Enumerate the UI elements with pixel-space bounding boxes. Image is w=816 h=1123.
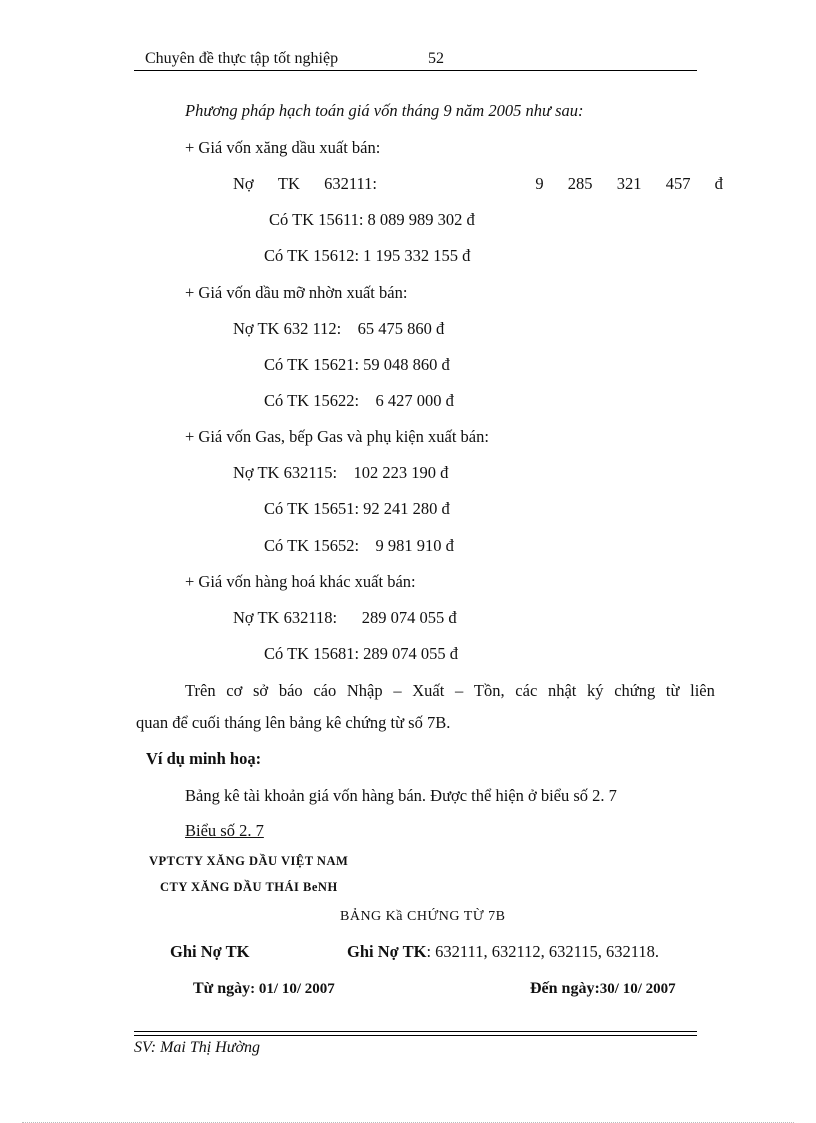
- fuel-debit-word-2: TK: [277, 174, 300, 193]
- paragraph-line-2: quan để cuối tháng lên bảng kê chứng từ số 7B.: [136, 713, 451, 732]
- ghi-no-line: [347, 942, 659, 962]
- other-debit: Nợ TK 632118: 289 074 055 đ: [233, 608, 457, 627]
- to-date: 30/ 10/ 2007: [599, 981, 676, 997]
- paragraph-word: Tồn,: [473, 681, 505, 700]
- paragraph-word: Xuất: [412, 681, 445, 700]
- page-number: 52: [428, 50, 444, 67]
- paragraph-word: ký: [587, 681, 604, 700]
- ghi-no-accounts: : 632111, 632112, 632115, 632118.: [426, 942, 659, 961]
- footer-rule-thin: [134, 1035, 697, 1036]
- paragraph-word: cáo: [313, 681, 337, 700]
- fuel-credit-1: Có TK 15611: 8 089 989 302 đ: [269, 210, 475, 229]
- paragraph-word: chứng: [614, 681, 656, 700]
- paragraph-word: từ: [665, 681, 680, 700]
- fuel-debit-line: [233, 174, 723, 194]
- fuel-debit-amount-3: 321: [616, 174, 642, 193]
- lube-credit-2: Có TK 15622: 6 427 000 đ: [264, 391, 454, 410]
- paragraph-word: –: [454, 681, 464, 700]
- paragraph-word: các: [515, 681, 538, 700]
- example-heading: Ví dụ minh hoạ:: [146, 749, 262, 768]
- header-rule: [134, 70, 697, 71]
- fuel-debit-word-1: Nợ: [233, 174, 254, 193]
- paragraph-word: sở: [252, 681, 269, 700]
- paragraph-line-1: [185, 681, 715, 701]
- from-label: Từ ngày: [193, 980, 251, 997]
- gas-credit-1: Có TK 15651: 92 241 280 đ: [264, 499, 450, 518]
- fuel-debit-unit: đ: [714, 174, 723, 193]
- paragraph-word: liên: [690, 681, 715, 700]
- to-label: Đến ngày:: [530, 980, 600, 997]
- example-text: Bảng kê tài khoản giá vốn hàng bán. Được thể hiện ở biểu số 2. 7: [185, 786, 617, 805]
- method-heading: Phương pháp hạch toán giá vốn tháng 9 năm 2005 như sau:: [185, 101, 584, 120]
- fuel-debit-amount-4: 457: [665, 174, 691, 193]
- table-title: BẢNG Kầ CHỨNG TỪ 7B: [340, 909, 506, 924]
- fuel-heading: + Giá vốn xăng dầu xuất bán:: [185, 138, 381, 157]
- from-date-line: [193, 980, 335, 998]
- other-credit: Có TK 15681: 289 074 055 đ: [264, 644, 459, 663]
- lube-heading: + Giá vốn dầu mỡ nhờn xuất bán:: [185, 283, 408, 302]
- org-line-2: CTY XĂNG DẦU THÁI BeNH: [160, 880, 338, 894]
- running-header-title: Chuyên đề thực tập tốt nghiệp: [145, 50, 339, 67]
- from-date: : 01/ 10/ 2007: [250, 981, 335, 997]
- paragraph-word: báo: [278, 681, 303, 700]
- figure-label: Biểu số 2. 7: [185, 821, 264, 840]
- ghi-no-label-left: Ghi Nợ TK: [170, 942, 250, 961]
- gas-debit: Nợ TK 632115: 102 223 190 đ: [233, 463, 449, 482]
- paragraph-word: nhật: [547, 681, 577, 700]
- footer-rule-thick: [134, 1031, 697, 1032]
- fuel-debit-amount-1: 9: [535, 174, 544, 193]
- gas-credit-2: Có TK 15652: 9 981 910 đ: [264, 536, 454, 555]
- paragraph-word: –: [393, 681, 402, 700]
- ghi-no-label-right: Ghi Nợ TK: [347, 942, 427, 961]
- gas-heading: + Giá vốn Gas, bếp Gas và phụ kiện xuất bán:: [185, 427, 489, 446]
- footer-student: SV: Mai Thị Hường: [134, 1039, 260, 1056]
- lube-credit-1: Có TK 15621: 59 048 860 đ: [264, 355, 450, 374]
- fuel-credit-2: Có TK 15612: 1 195 332 155 đ: [264, 246, 471, 265]
- paragraph-word: cơ: [226, 681, 243, 700]
- paragraph-word: Trên: [185, 681, 216, 700]
- org-line-1: VPTCTY XĂNG DẦU VIỆT NAM: [149, 854, 349, 868]
- fuel-debit-account: 632111:: [324, 174, 377, 193]
- other-heading: + Giá vốn hàng hoá khác xuất bán:: [185, 572, 416, 591]
- fuel-debit-amount-2: 285: [567, 174, 593, 193]
- lube-debit: Nợ TK 632 112: 65 475 860 đ: [233, 319, 445, 338]
- to-date-line: [530, 980, 676, 998]
- paragraph-word: Nhập: [346, 681, 383, 700]
